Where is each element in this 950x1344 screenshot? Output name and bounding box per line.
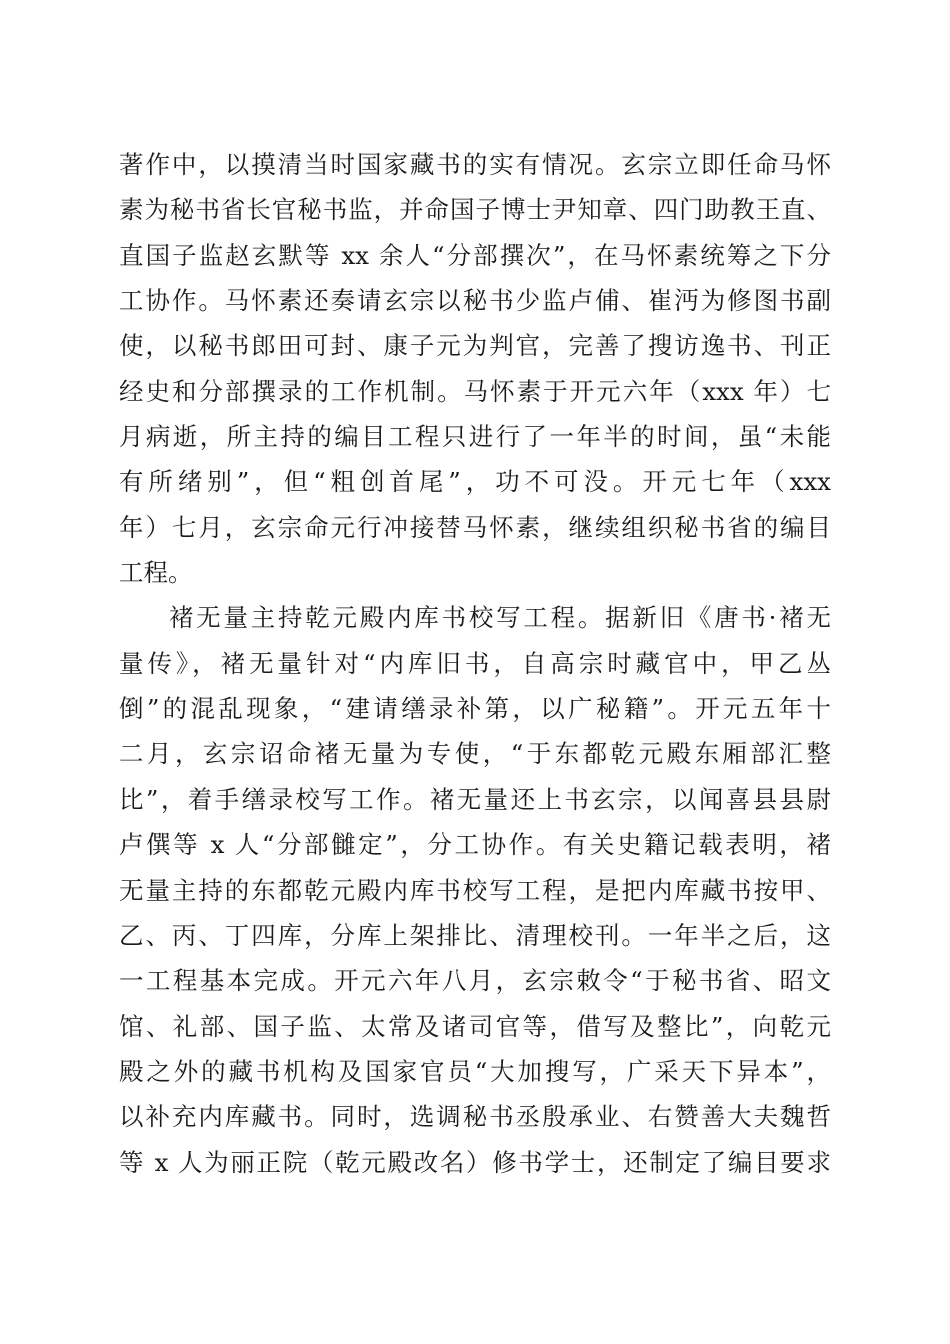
text-line: 二月，玄宗诏命褚无量为专使，“于东都乾元殿东厢部汇整	[119, 739, 831, 769]
text-line: 工程。	[119, 558, 193, 588]
body-text	[119, 142, 831, 1185]
text-line: 卢僎等 x 人“分部雠定”，分工协作。有关史籍记载表明，褚	[119, 830, 831, 860]
text-line: 月病逝，所主持的编目工程只进行了一年半的时间，虽“未能	[119, 422, 831, 452]
text-line: 工协作。马怀素还奏请玄宗以秘书少监卢俌、崔沔为修图书副	[119, 286, 831, 316]
text-line: 褚无量主持乾元殿内库书校写工程。据新旧《唐书·褚无	[169, 603, 831, 633]
text-line: 直国子监赵玄默等 xx 余人“分部撰次”，在马怀素统筹之下分	[119, 240, 831, 270]
text-line: 乙、丙、丁四库，分库上架排比、清理校刊。一年半之后，这	[119, 920, 831, 950]
text-line: 素为秘书省长官秘书监，并命国子博士尹知章、四门助教王直、	[119, 195, 831, 225]
text-line: 比”，着手缮录校写工作。褚无量还上书玄宗，以闻喜县县尉	[119, 784, 831, 814]
text-line: 有所绪别”，但“粗创首尾”，功不可没。开元七年（xxx	[119, 467, 831, 497]
text-line: 量传》，褚无量针对“内库旧书，自高宗时藏官中，甲乙丛	[119, 648, 831, 678]
text-line: 馆、礼部、国子监、太常及诸司官等，借写及整比”，向乾元	[119, 1011, 831, 1041]
text-line: 使，以秘书郎田可封、康子元为判官，完善了搜访逸书、刊正	[119, 331, 831, 361]
text-line: 以补充内库藏书。同时，选调秘书丞殷承业、右赞善大夫魏哲	[119, 1102, 831, 1132]
text-line: 一工程基本完成。开元六年八月，玄宗敕令“于秘书省、昭文	[119, 966, 831, 996]
text-line: 年）七月，玄宗命元行冲接替马怀素，继续组织秘书省的编目	[119, 512, 831, 542]
text-line: 无量主持的东都乾元殿内库书校写工程，是把内库藏书按甲、	[119, 875, 831, 905]
text-line: 著作中，以摸清当时国家藏书的实有情况。玄宗立即任命马怀	[119, 150, 831, 179]
text-line: 倒”的混乱现象，“建请缮录补第，以广秘籍”。开元五年十	[119, 694, 831, 724]
text-line: 经史和分部撰录的工作机制。马怀素于开元六年（xxx 年）七	[119, 376, 831, 406]
text-line: 等 x 人为丽正院（乾元殿改名）修书学士，还制定了编目要求	[119, 1147, 831, 1177]
paragraph-1	[119, 142, 831, 595]
paragraph-2	[119, 595, 831, 1184]
text-line: 殿之外的藏书机构及国家官员“大加搜写，广采天下异本”，	[119, 1056, 831, 1086]
